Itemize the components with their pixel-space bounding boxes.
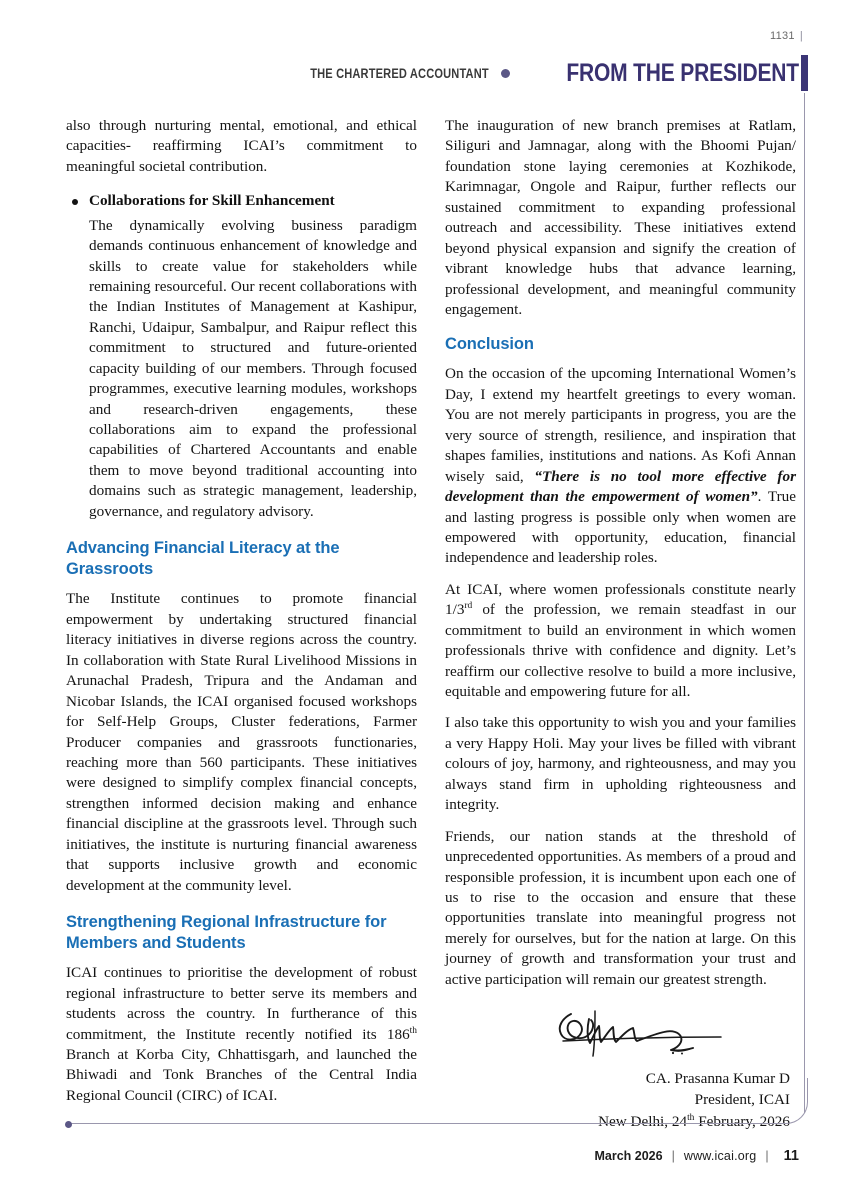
right-column xyxy=(445,116,796,1132)
left-column xyxy=(66,116,417,1132)
page-header xyxy=(271,58,799,88)
page-title: FROM THE PRESIDENT xyxy=(566,58,799,87)
conclusion-paragraph-3: I also take this opportunity to wish you and your families a very Happy Holi. May your lives be filled with vibrant colours of joy, harmony, and righteousness, and may you always stand firm in upholding righteousness and integrity. xyxy=(445,714,796,814)
bottom-decorative-rule xyxy=(68,1078,808,1124)
bottom-rule-line xyxy=(68,1078,808,1124)
footer-website[interactable]: www.icai.org xyxy=(683,1149,757,1163)
handwritten-signature-icon xyxy=(543,1010,758,1068)
section-heading-conclusion: Conclusion xyxy=(445,335,534,354)
signature-designation: President, ICAI xyxy=(694,1091,790,1109)
place-date-part-2: February, 2026 xyxy=(694,1112,790,1130)
right-margin-rule xyxy=(804,93,805,1113)
place-date-part-1: New Delhi, 24 xyxy=(598,1112,688,1130)
bullet-item-collaborations xyxy=(72,191,417,211)
footer-page-number: 11 xyxy=(783,1148,799,1164)
conclusion-p2-part-2: of the profession, we remain steadfast in our commitment to build an environment in which women professionals thrive with confidence and dignity. Let’s reaffirm our collective resolve to build a more inclusive, equitable and empowering future for all. xyxy=(445,601,796,701)
conclusion-p1-part-2: . True and lasting progress is possible only when women are empowered with opportunity, education, financial independence and leadership roles. xyxy=(445,488,796,567)
header-kicker: THE CHARTERED ACCOUNTANT xyxy=(310,65,490,81)
conclusion-paragraph-1 xyxy=(445,364,796,568)
folio-top-separator: | xyxy=(799,30,803,42)
footer-separator-2: | xyxy=(765,1149,769,1163)
bullet-body-block xyxy=(89,216,417,523)
paragraph-inauguration: The inauguration of new branch premises at Ratlam, Siliguri and Jamnagar, along with the Bhoomi Pujan/ foundation stone laying ceremonies at Kozhikode, Karimnagar, Ongole and Raipur, further reflects our sustained commitment to expanding professional outreach and accessibility. These initiatives extend beyond physical expansion and signify the creation of vibrant knowledge hubs that advance learning, professional development, and meaningful community engagement. xyxy=(445,117,796,318)
conclusion-p1-part-1: On the occasion of the upcoming International Women’s Day, I extend my heartfelt greetings to every woman. You are not merely participants in progress, you are the very source of strength, resilience, and inspiration that shapes families, institutions and nations. As Kofi Annan wisely said, xyxy=(445,365,796,485)
folio-top xyxy=(770,30,803,42)
regional-body-part-1: ICAI continues to prioritise the development of robust regional infrastructure to better serve its members and students across the country. In furtherance of this commitment, the Institute recently notified its 186 xyxy=(66,964,417,1043)
kofi-annan-quote: “There is no tool more effective for development than the empowerment of women” xyxy=(445,467,796,506)
ordinal-suffix-3rd: rd xyxy=(464,601,473,612)
footer-date: March 2026 xyxy=(594,1149,663,1163)
bullet-dot-icon xyxy=(501,69,510,78)
bullet-dot-icon xyxy=(72,199,78,205)
conclusion-p2-part-1: At ICAI, where women professionals constitute nearly 1/3 xyxy=(445,580,796,619)
ordinal-suffix-24th: th xyxy=(687,1112,695,1123)
bullet-body-paragraph: The dynamically evolving business paradigm demands continuous enhancement of knowledge and skills to create value for stakeholders while remaining resourceful. Our recent collaborations with the Indian Institutes of Management at Kashipur, Ranchi, Udaipur, Sambalpur, and Raipur reflect this commitment to structured and future-oriented capacity building of our members. Through focused programmes, executive learning modules, workshops and research-driven engagements, these collaborations aim to expand the professional capabilities of Chartered Accountants and enable them to move beyond traditional accounting into domains such as strategic management, leadership, governance, and regulatory advisory. xyxy=(89,216,417,520)
article-columns xyxy=(66,116,796,1132)
section-heading-financial-literacy: Advancing Financial Literacy at the Grassroots xyxy=(66,539,340,579)
bullet-title: Collaborations for Skill Enhancement xyxy=(89,192,335,210)
paragraph-continued: also through nurturing mental, emotional, and ethical capacities- reaffirming ICAI’s commitment to meaningful societal contribution. xyxy=(66,117,417,175)
bottom-rule-dot-icon xyxy=(65,1121,72,1128)
section-heading-regional-infrastructure: Strengthening Regional Infrastructure for Members and Students xyxy=(66,913,387,953)
header-accent-bar xyxy=(801,55,808,91)
conclusion-paragraph-2 xyxy=(445,580,796,703)
footer-separator-1: | xyxy=(671,1149,675,1163)
signature-image xyxy=(445,1010,758,1068)
section-body-financial-literacy: The Institute continues to promote financial empowerment by undertaking structured financial literacy initiatives in diverse regions across the country. In collaboration with State Rural Livelihood Missions in Arunachal Pradesh, Tripura and the Andaman and Nicobar Islands, the ICAI organised focused workshops for Self-Help Groups, Cluster federations, Farmer Producer companies and grassroots functionaries, reaching more than 560 participants. These initiatives were designed to simplify complex financial concepts, strengthen informed decision making and enhance financial discipline at the grassroots level. Through such initiatives, the institute is nurturing financial awareness that supports inclusive growth and economic development at the community level. xyxy=(66,590,417,894)
signature-name: CA. Prasanna Kumar D xyxy=(645,1070,790,1088)
conclusion-paragraph-4: Friends, our nation stands at the threshold of unprecedented opportunities. As members of a proud and responsible profession, it is incumbent upon each one of us to rise to the occasion and ensure that these opportunities translate into meaningful progress not merely for ourselves, but for the nation at large. On this journey of growth and transformation your trust and active participation will remain our greatest strength. xyxy=(445,827,796,988)
regional-body-part-2: Branch at Korba City, Chhattisgarh, and launched the Bhiwadi and Tonk Branches of the Central India Regional Council (CIRC) of ICAI. xyxy=(66,1045,417,1104)
ordinal-suffix-186th: th xyxy=(409,1025,417,1036)
page-footer xyxy=(594,1148,799,1164)
folio-top-number: 1131 xyxy=(769,30,795,42)
